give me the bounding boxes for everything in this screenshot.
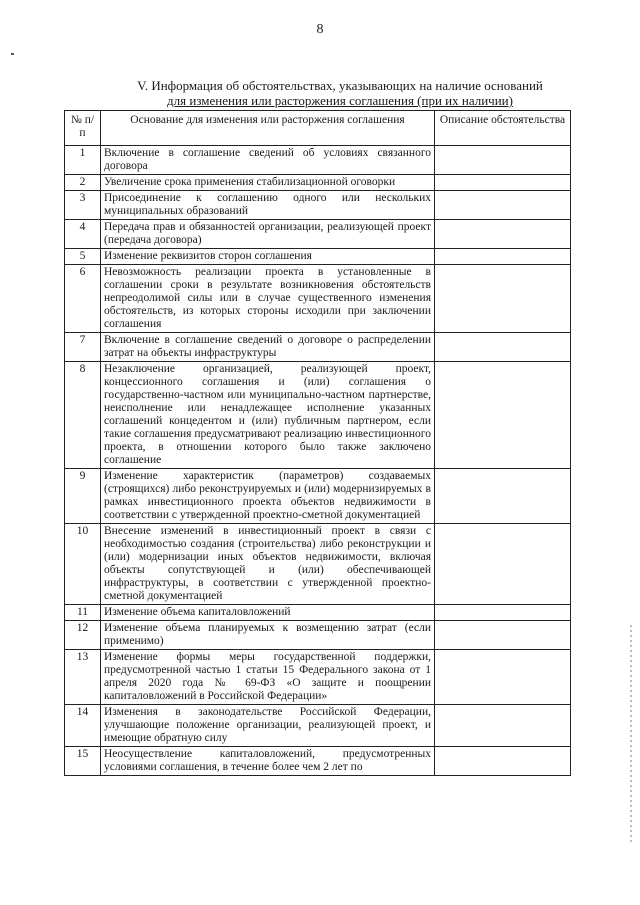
row-description (435, 605, 571, 621)
row-description (435, 175, 571, 191)
table-row (65, 605, 571, 621)
row-description (435, 191, 571, 220)
row-number: 1 (65, 146, 101, 175)
row-basis: Передача прав и обязанностей организации, реализующей проект (передача договора) (101, 220, 435, 249)
row-basis: Изменение реквизитов сторон соглашения (101, 249, 435, 265)
table-header-row (65, 111, 571, 146)
row-description (435, 747, 571, 776)
row-number: 9 (65, 469, 101, 524)
table-row (65, 524, 571, 605)
row-basis: Изменения в законодательстве Российской Федерации, улучшающие положение организации, реализующей проект, и имеющие обратную силу (101, 705, 435, 747)
table-row (65, 220, 571, 249)
table-row (65, 333, 571, 362)
table-row (65, 650, 571, 705)
header-num: № п/п (65, 111, 101, 146)
row-description (435, 621, 571, 650)
row-number: 10 (65, 524, 101, 605)
row-basis: Увеличение срока применения стабилизационной оговорки (101, 175, 435, 191)
table-row (65, 249, 571, 265)
table-row (65, 621, 571, 650)
row-description (435, 265, 571, 333)
section-title (120, 78, 560, 108)
row-basis: Включение в соглашение сведений о договоре о распределении затрат на объекты инфраструктуры (101, 333, 435, 362)
scan-mark (11, 53, 14, 55)
header-description: Описание обстоятельства (435, 111, 571, 146)
row-description (435, 524, 571, 605)
row-basis: Присоединение к соглашению одного или нескольких муниципальных образований (101, 191, 435, 220)
row-description (435, 146, 571, 175)
row-number: 8 (65, 362, 101, 469)
header-basis: Основание для изменения или расторжения соглашения (101, 111, 435, 146)
grounds-table (64, 110, 571, 776)
table-row (65, 175, 571, 191)
section-title-line-1: V. Информация об обстоятельствах, указывающих на наличие оснований (137, 78, 543, 93)
row-description (435, 705, 571, 747)
table-row (65, 265, 571, 333)
row-number: 2 (65, 175, 101, 191)
table-row (65, 469, 571, 524)
table-row (65, 362, 571, 469)
row-description (435, 220, 571, 249)
row-description (435, 333, 571, 362)
row-number: 14 (65, 705, 101, 747)
row-basis: Неосуществление капиталовложений, предусмотренных условиями соглашения, в течение более чем 2 лет по (101, 747, 435, 776)
table-row (65, 747, 571, 776)
row-number: 11 (65, 605, 101, 621)
row-number: 6 (65, 265, 101, 333)
row-basis: Незаключение организацией, реализующей проект, концессионного соглашения и (или) соглашения о государственно-частном или муниципально-частном партнерстве, неисполнение или ненадлежащее исполнение указанных соглашений концедентом и (или) публичным партнером, если такие соглашения предусматривают реализацию инвестиционного проекта, в отношении которого было также заключено соглашение (101, 362, 435, 469)
row-description (435, 650, 571, 705)
row-number: 3 (65, 191, 101, 220)
row-basis: Изменение характеристик (параметров) создаваемых (строящихся) либо реконструируемых и (или) модернизируемых в рамках инвестиционного проекта объектов недвижимости в соответствии с утвержденной проектно-сметной документацией (101, 469, 435, 524)
row-description (435, 469, 571, 524)
table-row (65, 191, 571, 220)
row-number: 15 (65, 747, 101, 776)
table-row (65, 705, 571, 747)
row-description (435, 249, 571, 265)
row-number: 7 (65, 333, 101, 362)
section-title-line-2: для изменения или расторжения соглашения (при их наличии) (167, 93, 513, 108)
row-basis: Невозможность реализации проекта в установленные в соглашении сроки в результате возникновения обстоятельств непреодолимой силы или в случае существенного изменения обстоятельств, из которых стороны исходили при заключении соглашения (101, 265, 435, 333)
row-basis: Изменение объема капиталовложений (101, 605, 435, 621)
row-number: 13 (65, 650, 101, 705)
row-basis: Изменение формы меры государственной поддержки, предусмотренной частью 1 статьи 15 Федерального закона от 1 апреля 2020 года № 69-ФЗ «О защите и поощрении капиталовложений в Российской Федерации» (101, 650, 435, 705)
table-row (65, 146, 571, 175)
row-number: 4 (65, 220, 101, 249)
margin-stamp (630, 625, 632, 845)
row-basis: Изменение объема планируемых к возмещению затрат (если применимо) (101, 621, 435, 650)
row-number: 12 (65, 621, 101, 650)
row-description (435, 362, 571, 469)
row-basis: Внесение изменений в инвестиционный проект в связи с необходимостью создания (строительства) либо реконструкции и (или) модернизации иных объектов недвижимости, включая объекты сопутствующей и (или) обеспечивающей инфраструктуры, в соответствии с утвержденной проектно-сметной документацией (101, 524, 435, 605)
row-number: 5 (65, 249, 101, 265)
row-basis: Включение в соглашение сведений об условиях связанного договора (101, 146, 435, 175)
page-number: 8 (316, 22, 324, 37)
